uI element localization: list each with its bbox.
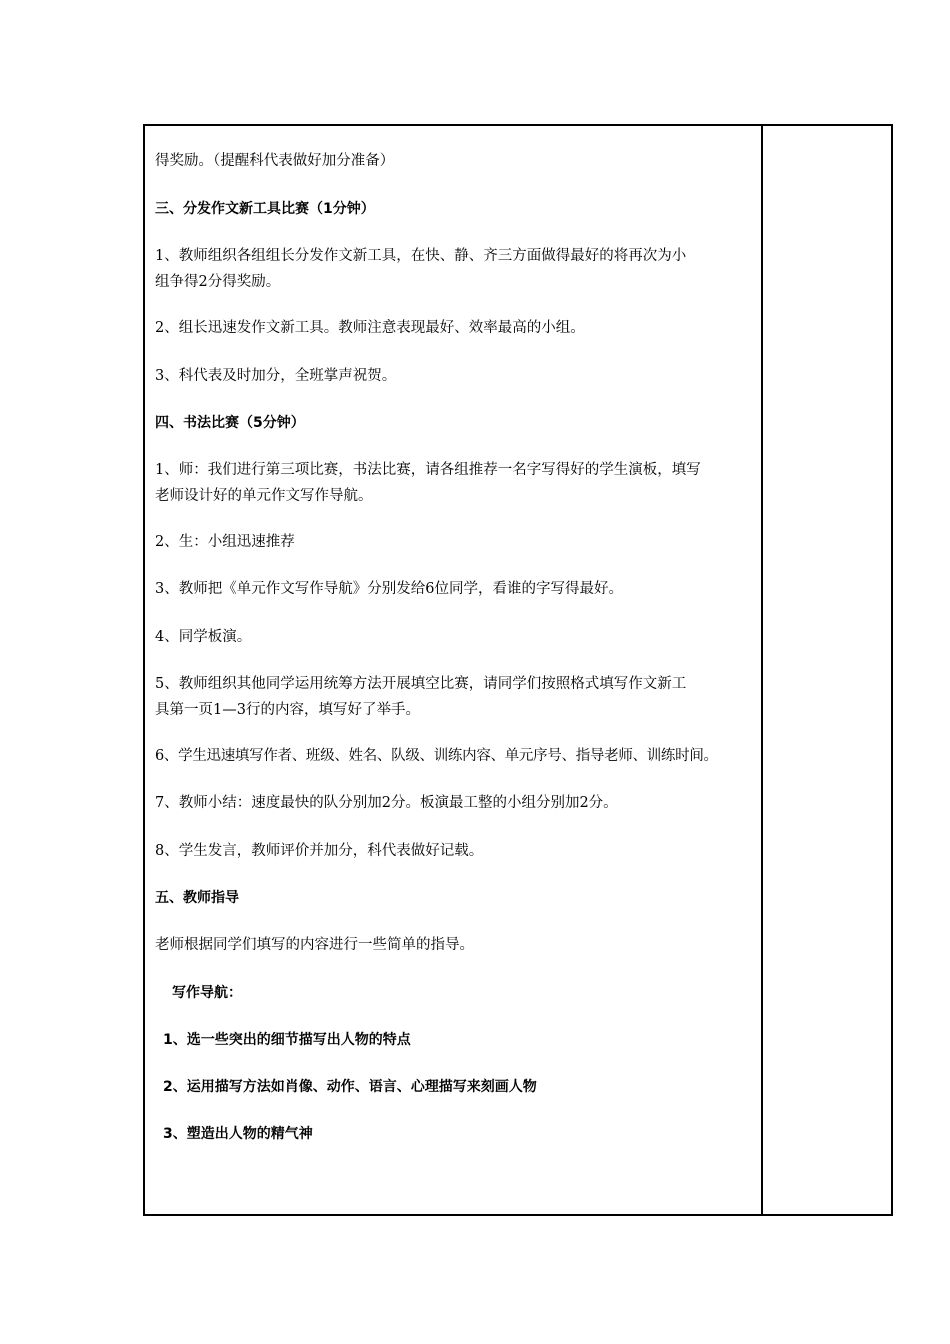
step-4-6: 6、学生迅速填写作者、班级、姓名、队级、训练内容、单元序号、指导老师、训练时间。 [155, 748, 718, 764]
writing-guide-item-3: 3、塑造出人物的精气神 [163, 1126, 313, 1142]
step-3-3: 3、科代表及时加分，全班掌声祝贺。 [155, 368, 397, 384]
step-4-7: 7、教师小结：速度最快的队分别加2分。板演最工整的小组分别加2分。 [155, 795, 618, 811]
step-3-2: 2、组长迅速发作文新工具。教师注意表现最好、效率最高的小组。 [155, 320, 585, 336]
writing-guide-item-1: 1、选一些突出的细节描写出人物的特点 [163, 1032, 411, 1048]
paragraph-reward-note: 得奖励。（提醒科代表做好加分准备） [155, 153, 395, 169]
step-4-5-line-1: 5、教师组织其他同学运用统筹方法开展填空比赛，请同学们按照格式填写作文新工 [155, 676, 687, 692]
step-4-5-line-2: 具第一页1—3行的内容，填写好了举手。 [155, 702, 420, 718]
step-3-1-line-2: 组争得2分得奖励。 [155, 274, 281, 290]
section-heading-3: 三、分发作文新工具比赛（1分钟） [155, 201, 375, 217]
step-4-3: 3、教师把《单元作文写作导航》分别发给6位同学，看谁的字写得最好。 [155, 581, 623, 597]
teacher-guidance-text: 老师根据同学们填写的内容进行一些简单的指导。 [155, 937, 474, 953]
notes-cell [763, 126, 891, 1214]
writing-guide-title: 写作导航： [172, 985, 242, 1001]
step-4-8: 8、学生发言，教师评价并加分，科代表做好记载。 [155, 843, 484, 859]
content-cell [145, 126, 761, 1214]
step-4-1-line-1: 1、师：我们进行第三项比赛，书法比赛，请各组推荐一名字写得好的学生演板，填写 [155, 462, 701, 478]
lesson-plan-table [143, 124, 893, 1216]
step-4-2: 2、生：小组迅速推荐 [155, 534, 295, 550]
step-4-4: 4、同学板演。 [155, 629, 252, 645]
writing-guide-item-2: 2、运用描写方法如肖像、动作、语言、心理描写来刻画人物 [163, 1079, 537, 1095]
step-4-1-line-2: 老师设计好的单元作文写作导航。 [155, 488, 373, 504]
section-heading-5: 五、教师指导 [155, 890, 239, 906]
step-3-1-line-1: 1、教师组织各组组长分发作文新工具，在快、静、齐三方面做得最好的将再次为小 [155, 248, 687, 264]
section-heading-4: 四、书法比赛（5分钟） [155, 415, 305, 431]
